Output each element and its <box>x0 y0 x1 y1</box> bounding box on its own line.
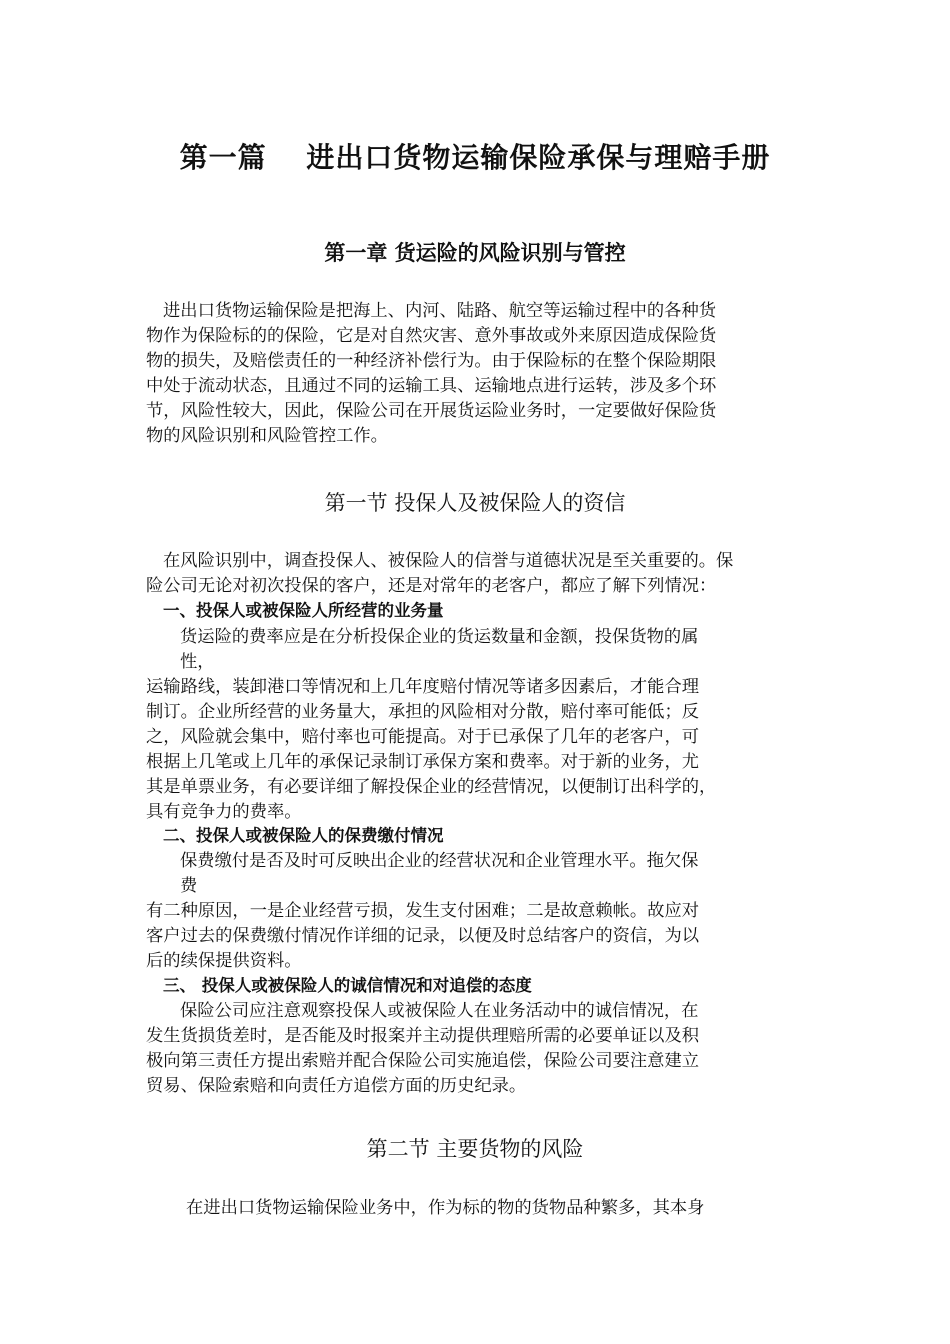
item3-line: 保险公司应注意观察投保人或被保险人在业务活动中的诚信情况，在 <box>180 1001 699 1021</box>
section1-intro-line: 险公司无论对初次投保的客户，还是对常年的老客户，都应了解下列情况： <box>146 576 717 596</box>
item1-line: 其是单票业务，有必要详细了解投保企业的经营情况，以便制订出科学的， <box>146 777 717 797</box>
intro-line: 物作为保险标的的保险，它是对自然灾害、意外事故或外来原因造成保险货 <box>146 326 717 346</box>
section2-title: 第二节 主要货物的风险 <box>366 1137 584 1161</box>
item1-line: 货运险的费率应是在分析投保企业的货运数量和金额，投保货物的属 <box>180 627 699 647</box>
item2-heading: 二、投保人或被保险人的保费缴付情况 <box>163 826 444 845</box>
item1-line: 具有竞争力的费率。 <box>146 802 302 822</box>
item1-line: 性， <box>180 652 215 672</box>
item1-heading: 一、投保人或被保险人所经营的业务量 <box>163 601 444 620</box>
section1-intro-line: 在风险识别中，调查投保人、被保险人的信誉与道德状况是至关重要的。保 <box>163 551 734 571</box>
chapter-title: 第一章 货运险的风险识别与管控 <box>324 241 626 265</box>
item1-line: 制订。企业所经营的业务量大，承担的风险相对分散，赔付率可能低；反 <box>146 702 700 722</box>
item3-line: 贸易、保险索赔和向责任方追偿方面的历史纪录。 <box>146 1076 527 1096</box>
intro-line: 物的风险识别和风险管控工作。 <box>146 426 388 446</box>
item1-line: 运输路线，装卸港口等情况和上几年度赔付情况等诸多因素后，才能合理 <box>146 677 700 697</box>
intro-line: 进出口货物运输保险是把海上、内河、陆路、航空等运输过程中的各种货 <box>163 301 717 321</box>
intro-line: 节，风险性较大，因此，保险公司在开展货运险业务时，一定要做好保险货 <box>146 401 717 421</box>
item2-line: 费 <box>180 876 198 896</box>
section1-title: 第一节 投保人及被保险人的资信 <box>324 491 626 515</box>
item1-line: 之，风险就会集中，赔付率也可能提高。对于已承保了几年的老客户，可 <box>146 727 700 747</box>
item2-line: 保费缴付是否及时可反映出企业的经营状况和企业管理水平。拖欠保 <box>180 851 699 871</box>
section2-line: 在进出口货物运输保险业务中，作为标的物的货物品种繁多，其本身 <box>186 1198 705 1218</box>
item1-line: 根据上几笔或上几年的承保记录制订承保方案和费率。对于新的业务，尤 <box>146 752 700 772</box>
item3-line: 发生货损货差时，是否能及时报案并主动提供理赔所需的必要单证以及积 <box>146 1026 700 1046</box>
document-title: 第一篇 进出口货物运输保险承保与理赔手册 <box>179 141 771 174</box>
item2-line: 客户过去的保费缴付情况作详细的记录，以便及时总结客户的资信，为以 <box>146 926 700 946</box>
intro-line: 中处于流动状态，且通过不同的运输工具、运输地点进行运转，涉及多个环 <box>146 376 717 396</box>
item3-heading: 三、 投保人或被保险人的诚信情况和对追偿的态度 <box>163 976 532 995</box>
intro-line: 物的损失，及赔偿责任的一种经济补偿行为。由于保险标的在整个保险期限 <box>146 351 717 371</box>
item2-line: 有二种原因，一是企业经营亏损，发生支付困难；二是故意赖帐。故应对 <box>146 901 700 921</box>
item3-line: 极向第三责任方提出索赔并配合保险公司实施追偿，保险公司要注意建立 <box>146 1051 700 1071</box>
item2-line: 后的续保提供资料。 <box>146 951 302 971</box>
